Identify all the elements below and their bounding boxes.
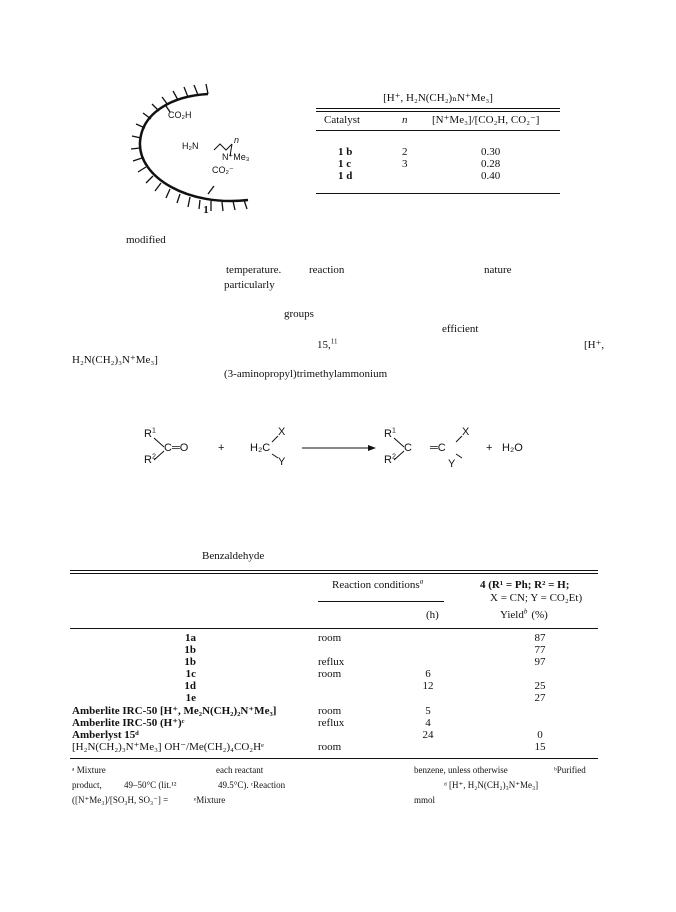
footnote-each-reactant: each reactant (216, 765, 264, 775)
table1-bottom-rule (316, 193, 560, 194)
table2-caption-benzaldehyde: Benzaldehyde (202, 550, 265, 562)
table2-row-catalyst: 1b (184, 644, 196, 656)
table2-row-catalyst: [H₂N(CH₂)₃N⁺Me₃] OH⁻/Me(CH₂)₄CO₂Hᵉ (72, 741, 264, 753)
text-ref15 (317, 339, 338, 352)
scheme-product-eq-c: ═C (430, 442, 446, 454)
table2-row-yield: 97 (534, 656, 546, 668)
table2-bottom-rule (70, 758, 598, 759)
amine-label: H₂N (182, 141, 199, 151)
table1-top-rule (316, 108, 560, 109)
text-ref15-number: 15, (317, 339, 331, 351)
scheme-r2-letter: R (144, 454, 152, 466)
scheme-plus-2: + (486, 442, 493, 454)
footnote-e-mixture: ᵉMixture (194, 795, 226, 805)
table2-row-yield: 15 (534, 741, 546, 753)
scheme-product-r1 (384, 428, 396, 440)
table2-row-time: 12 (422, 680, 434, 692)
table2-header-time: (h) (426, 609, 439, 621)
text-reaction: reaction (309, 264, 345, 276)
scheme-product-y: Y (448, 458, 456, 470)
table1-row-ratio: 0.30 (481, 146, 501, 158)
table2-header-rule (70, 628, 598, 629)
table2-header-conditions (332, 579, 423, 592)
table2-header-yield-text: Yield (500, 609, 524, 621)
table2-row-catalyst: Amberlite IRC-50 [H⁺, Me₂N(CH₂)₂N⁺Me₃] (72, 705, 277, 717)
text-aminopropyl: (3-aminopropyl)trimethylammonium (224, 368, 388, 380)
table2-row-yield: 25 (534, 680, 546, 692)
table2-row-temp: reflux (318, 717, 345, 729)
scheme-r2-number: 2 (151, 453, 156, 461)
table2-row-time: 24 (422, 729, 434, 741)
scheme-plus-1: + (218, 442, 225, 454)
table2-row-catalyst: 1c (185, 668, 196, 680)
compound-number-1: 1 (203, 204, 209, 216)
table1-title: [H⁺, H₂N(CH₂)ₙN⁺Me₃] (383, 92, 493, 104)
text-amine: H₂N(CH₂)₃N⁺Me₃] (72, 354, 158, 366)
carboxylic-acid-label: CO₂H (168, 110, 192, 120)
text-hplus: [H⁺, (584, 339, 605, 351)
scheme-product-x: X (462, 426, 470, 438)
table2-header-yield-unit: (%) (531, 609, 548, 621)
text-ref11: 11 (330, 337, 338, 346)
table2-row-temp: room (318, 705, 342, 717)
table2-header-conditions-note: a (419, 577, 424, 586)
scheme-product-r2 (384, 454, 396, 466)
footnote-b-purified: ᵇPurified (554, 765, 586, 775)
scheme-y: Y (278, 456, 286, 468)
table1-header-n: n (402, 114, 408, 126)
reaction-scheme (130, 420, 550, 480)
table2-row-catalyst: 1a (185, 632, 196, 644)
table1-row-ratio: 0.28 (481, 158, 501, 170)
table1-row-catalyst: 1 d (338, 170, 353, 182)
scheme-product-r2-number: 2 (391, 453, 396, 461)
scheme-r1-letter: R (144, 428, 152, 440)
footnote-a-mixture: ᵃ Mixture (72, 765, 106, 775)
scheme-r1-number: 1 (151, 427, 156, 435)
table2-row-time: 5 (425, 705, 431, 717)
table2-header-yield-note: b (523, 607, 528, 616)
table1-row-ratio: 0.40 (481, 170, 501, 182)
scheme-product-r1-letter: R (384, 428, 392, 440)
scheme-water: H₂O (502, 442, 523, 454)
scheme-carbonyl: C═O (164, 442, 189, 454)
scheme-methylene: H₂C (250, 442, 271, 454)
table2-top-rule (70, 570, 598, 571)
table2-header-conditions-text: Reaction conditions (332, 579, 420, 591)
table2-row-yield: 0 (537, 729, 543, 741)
scheme-product-c: C (404, 442, 412, 454)
table2-row-catalyst: 1d (184, 680, 196, 692)
footnote-product: product, (72, 780, 102, 790)
text-temperature: temperature. (226, 264, 282, 276)
trimethylammonium-label: N⁺Me₃ (222, 152, 250, 162)
footnote-ratio: ([N⁺Me₃]/[SO₃H, SO₃⁻] = (72, 795, 169, 805)
table2-row-time: 4 (425, 717, 431, 729)
table2-row-yield: 77 (534, 644, 546, 656)
table1-top-rule-2 (316, 111, 560, 112)
scheme-product-r1-number: 1 (391, 427, 396, 435)
table1-row-n: 3 (402, 158, 408, 170)
table2-header-product-line1: 4 (R¹ = Ph; R² = H; (480, 579, 570, 591)
table1-header-rule (316, 130, 560, 131)
table2-top-rule-2 (70, 573, 598, 574)
table1-row-catalyst: 1 c (338, 158, 352, 170)
table1-row-catalyst: 1 b (338, 146, 353, 158)
table2-row-temp: room (318, 668, 342, 680)
table2-row-catalyst: Amberlite IRC-50 (H⁺)ᶜ (72, 717, 185, 729)
table2-conditions-rule (318, 601, 444, 602)
table2-row-yield: 87 (534, 632, 546, 644)
footnote-mmol: mmol (414, 795, 436, 805)
table2-header-yield (500, 609, 548, 622)
table2-row-catalyst: Amberlyst 15ᵈ (72, 729, 139, 741)
text-nature: nature (484, 264, 512, 276)
table1-header-ratio: [N⁺Me₃]/[CO₂H, CO₂⁻] (432, 114, 540, 126)
carboxylate-label: CO₂⁻ (212, 165, 234, 175)
table1-header-catalyst: Catalyst (324, 114, 361, 126)
table2-row-temp: room (318, 632, 342, 644)
table2-row-time: 6 (425, 668, 431, 680)
text-efficient: efficient (442, 323, 479, 335)
text-particularly: particularly (224, 279, 275, 291)
reaction-arrowhead (368, 445, 376, 451)
footnote-d-catalyst: ᵈ [H⁺, H₂N(CH₂)₃N⁺Me₃] (444, 780, 539, 790)
table2-row-temp: reflux (318, 656, 345, 668)
table2-row-yield: 27 (534, 692, 546, 704)
scheme-product-r2-letter: R (384, 454, 392, 466)
table2-header-product-line2: X = CN; Y = CO₂Et) (490, 592, 583, 604)
table2-row-catalyst: 1b (184, 656, 196, 668)
table1-row-n: 2 (402, 146, 408, 158)
scheme-x: X (278, 426, 286, 438)
footnote-benzene: benzene, unless otherwise (414, 765, 508, 775)
text-groups: groups (284, 308, 314, 320)
structure-1-drawing (118, 82, 278, 222)
footnote-c-reaction: 49.5°C). ᶜReaction (218, 780, 286, 790)
table2-row-catalyst: 1e (185, 692, 196, 704)
text-modified: modified (126, 234, 166, 246)
footnote-mp: 49–50°C (lit.¹² (124, 780, 177, 790)
chain-length-n-label: n (234, 135, 240, 145)
table2-row-temp: room (318, 741, 342, 753)
